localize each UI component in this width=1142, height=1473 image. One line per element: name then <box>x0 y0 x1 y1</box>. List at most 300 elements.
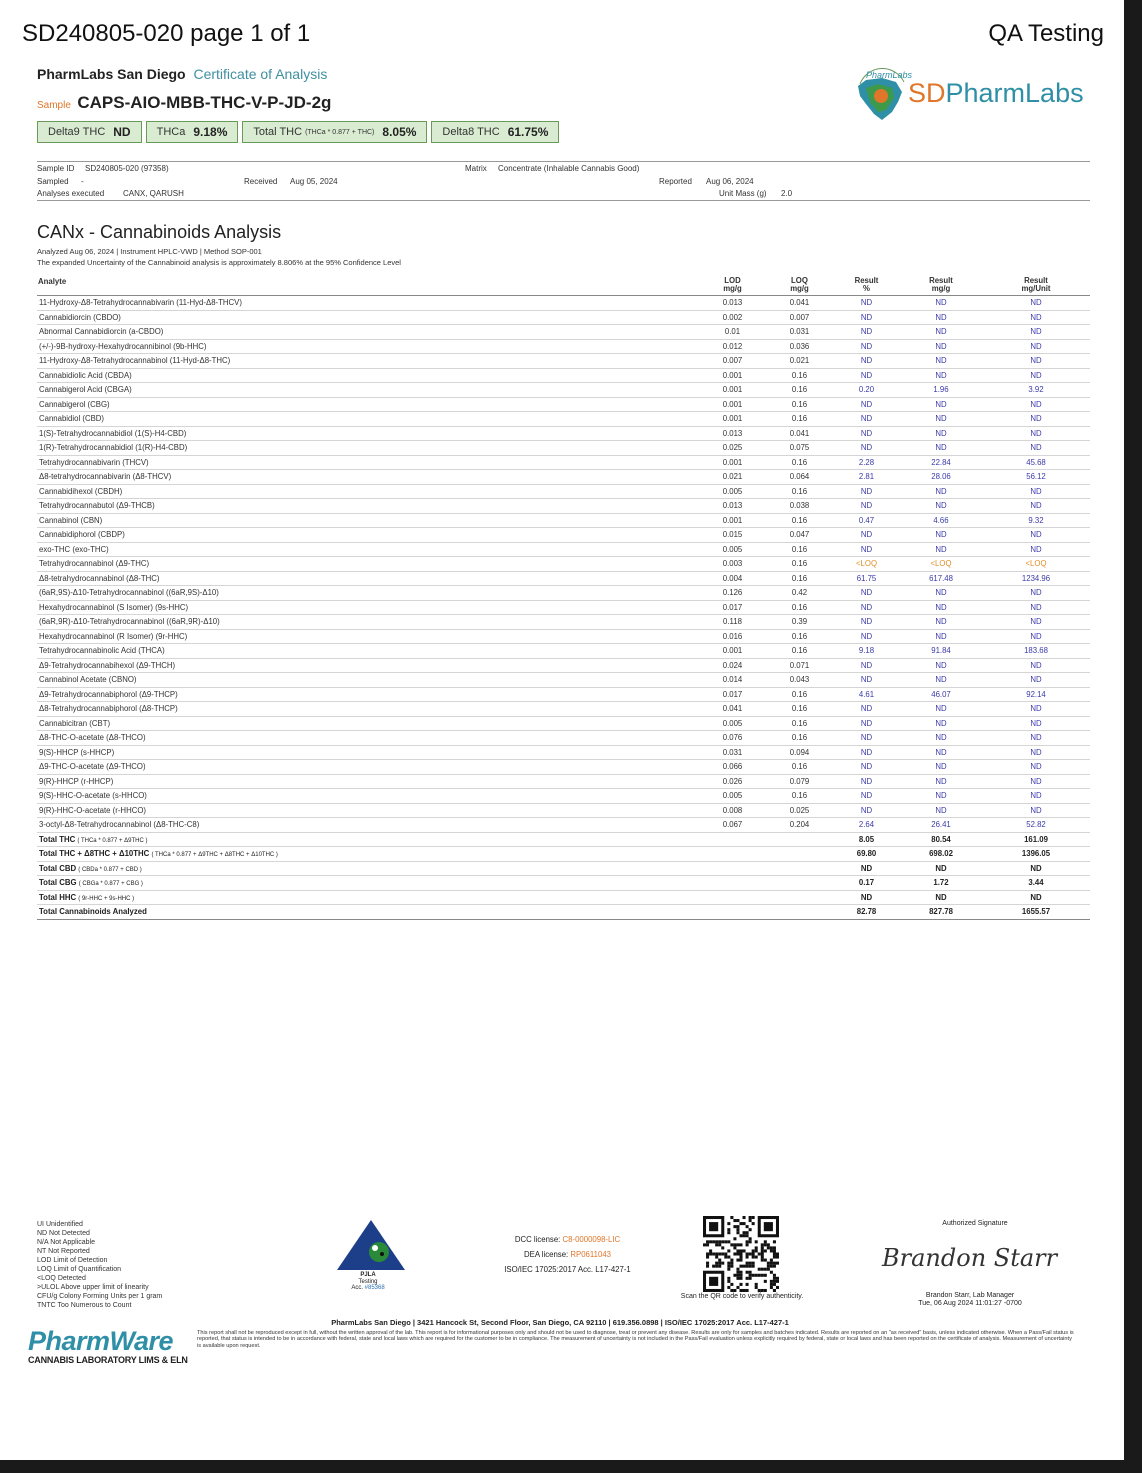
sample-line <box>37 93 331 113</box>
table-cell: ND <box>833 702 900 717</box>
table-cell: ND <box>900 368 982 383</box>
table-cell: 0.16 <box>766 716 833 731</box>
table-row <box>37 629 1090 644</box>
table-cell <box>699 832 766 847</box>
analyte-name: Cannabidihexol (CBDH) <box>37 484 699 499</box>
table-cell: ND <box>833 325 900 340</box>
analyte-name: 9(R)-HHC-O-acetate (r-HHCO) <box>37 803 699 818</box>
dea-license <box>480 1247 655 1262</box>
total-name-cell <box>37 876 699 891</box>
table-cell: ND <box>833 731 900 746</box>
table-row <box>37 542 1090 557</box>
table-row <box>37 397 1090 412</box>
table-cell: ND <box>982 339 1090 354</box>
table-row <box>37 513 1090 528</box>
table-cell: 2.28 <box>833 455 900 470</box>
table-cell: ND <box>833 542 900 557</box>
table-cell: 1.72 <box>900 876 982 891</box>
analyte-name: exo-THC (exo-THC) <box>37 542 699 557</box>
table-cell: 0.017 <box>699 600 766 615</box>
analyses-label: Analyses executed <box>37 189 105 198</box>
table-cell: ND <box>833 658 900 673</box>
table-cell: ND <box>833 745 900 760</box>
analyte-name: 3-octyl-Δ8-Tetrahydrocannabinol (Δ8-THC-C8) <box>37 818 699 833</box>
total-name-cell <box>37 890 699 905</box>
analyte-name: Cannabicitran (CBT) <box>37 716 699 731</box>
signature-title: Authorized Signature <box>942 1220 1008 1227</box>
analyte-name: 11-Hydroxy-Δ8-Tetrahydrocannabinol (11-Hyd-Δ8-THC) <box>37 354 699 369</box>
table-cell: 9.32 <box>982 513 1090 528</box>
table-row <box>37 586 1090 601</box>
table-cell: <LOQ <box>833 557 900 572</box>
sampled-value: - <box>81 177 84 186</box>
total-row <box>37 905 1090 920</box>
table-row <box>37 339 1090 354</box>
table-cell: ND <box>900 745 982 760</box>
analyte-name: 11-Hydroxy-Δ8-Tetrahydrocannabivarin (11-Hyd-Δ8-THCV) <box>37 296 699 311</box>
analyte-name: Δ8-tetrahydrocannabivarin (Δ8-THCV) <box>37 470 699 485</box>
badge-value: 61.75% <box>507 125 549 139</box>
table-cell: ND <box>900 310 982 325</box>
total-row <box>37 861 1090 876</box>
table-cell: 0.015 <box>699 528 766 543</box>
dcc-label: DCC license: <box>514 1235 561 1244</box>
table-cell: 0.16 <box>766 731 833 746</box>
col-result-unit: Result mg/Unit <box>982 270 1090 296</box>
lab-name: PharmLabs San Diego <box>37 66 186 82</box>
table-cell: 1.96 <box>900 383 982 398</box>
table-row <box>37 484 1090 499</box>
table-cell: ND <box>982 354 1090 369</box>
table-cell: 0.16 <box>766 383 833 398</box>
pjla-acc-label: Acc. <box>351 1285 363 1291</box>
table-cell: 0.012 <box>699 339 766 354</box>
table-cell: 0.001 <box>699 644 766 659</box>
table-cell <box>766 832 833 847</box>
table-row <box>37 470 1090 485</box>
analyte-name: Cannabinol (CBN) <box>37 513 699 528</box>
total-name: Total THC <box>39 834 76 844</box>
signer-time: Tue, 06 Aug 2024 11:01:27 -0700 <box>918 1300 1022 1307</box>
sample-id-label: Sample ID <box>37 164 75 173</box>
table-row <box>37 658 1090 673</box>
table-cell: ND <box>900 731 982 746</box>
analyte-name: 1(S)-Tetrahydrocannabidiol (1(S)-H4-CBD) <box>37 426 699 441</box>
table-cell: 0.036 <box>766 339 833 354</box>
table-cell: ND <box>982 890 1090 905</box>
table-cell: 0.20 <box>833 383 900 398</box>
total-formula: ( THCa * 0.877 + Δ9THC + Δ8THC + Δ10THC ) <box>151 852 278 859</box>
table-cell: 0.007 <box>699 354 766 369</box>
document-id-page: SD240805-020 page 1 of 1 <box>22 20 311 47</box>
table-cell: 69.80 <box>833 847 900 862</box>
analyte-name: Tetrahydrocannabutol (Δ9-THCB) <box>37 499 699 514</box>
table-cell: 0.025 <box>699 441 766 456</box>
table-cell: ND <box>900 702 982 717</box>
table-cell: ND <box>982 368 1090 383</box>
footer-address: PharmLabs San Diego | 3421 Hancock St, Second Floor, San Diego, CA 92110 | 619.356.0898 | ISO/IEC 17025:2017 Acc. L17-427-1 <box>331 1318 789 1327</box>
table-cell: 0.094 <box>766 745 833 760</box>
table-cell: ND <box>833 499 900 514</box>
table-cell: ND <box>833 339 900 354</box>
table-cell: 0.39 <box>766 615 833 630</box>
table-cell: 22.84 <box>900 455 982 470</box>
table-cell: ND <box>900 803 982 818</box>
table-cell: 0.16 <box>766 687 833 702</box>
analyte-name: Cannabigerol Acid (CBGA) <box>37 383 699 398</box>
table-cell: 0.076 <box>699 731 766 746</box>
badge-label: Total THC <box>253 126 303 138</box>
table-cell: ND <box>900 615 982 630</box>
table-cell <box>766 890 833 905</box>
table-cell: ND <box>900 789 982 804</box>
table-cell: ND <box>900 354 982 369</box>
sampled-label: Sampled <box>37 177 69 186</box>
table-cell: ND <box>900 716 982 731</box>
section-uncertainty: The expanded Uncertainty of the Cannabinoid analysis is approximately 8.806% at the 95% Confidence Level <box>37 258 401 267</box>
dea-label: DEA license: <box>524 1250 569 1259</box>
analyte-name: Δ8-Tetrahydrocannabiphorol (Δ8-THCP) <box>37 702 699 717</box>
table-row <box>37 774 1090 789</box>
table-cell: 46.07 <box>900 687 982 702</box>
total-row <box>37 876 1090 891</box>
table-cell: 2.81 <box>833 470 900 485</box>
table-cell: 8.05 <box>833 832 900 847</box>
pjla-triangle-icon <box>337 1220 405 1270</box>
table-cell: 0.204 <box>766 818 833 833</box>
table-row <box>37 325 1090 340</box>
table-cell: ND <box>982 600 1090 615</box>
legend-item: LOQ Limit of Quantification <box>37 1266 122 1273</box>
badge-value: ND <box>113 125 131 139</box>
table-cell: ND <box>833 441 900 456</box>
table-cell: ND <box>982 774 1090 789</box>
reported-value: Aug 06, 2024 <box>706 177 754 186</box>
table-row <box>37 310 1090 325</box>
table-cell: 82.78 <box>833 905 900 920</box>
table-cell: ND <box>833 296 900 311</box>
table-cell: ND <box>900 658 982 673</box>
analyte-name: Cannabidiol (CBD) <box>37 412 699 427</box>
table-cell: 0.005 <box>699 789 766 804</box>
table-cell: 0.42 <box>766 586 833 601</box>
table-cell: 0.005 <box>699 542 766 557</box>
table-cell: ND <box>833 760 900 775</box>
signature-script: Brandon Starr <box>882 1244 1058 1272</box>
sample-info-block <box>37 161 1090 201</box>
table-cell: 0.16 <box>766 571 833 586</box>
qr-code-icon[interactable] <box>703 1216 779 1292</box>
table-cell: ND <box>833 629 900 644</box>
table-cell: ND <box>833 615 900 630</box>
table-cell: ND <box>982 673 1090 688</box>
table-cell: 0.071 <box>766 658 833 673</box>
table-cell: 45.68 <box>982 455 1090 470</box>
table-cell: 0.16 <box>766 557 833 572</box>
section-title: CANx - Cannabinoids Analysis <box>37 222 282 242</box>
unit-mass-value: 2.0 <box>781 189 793 198</box>
table-cell: 0.16 <box>766 513 833 528</box>
badge-label: Delta8 THC <box>442 126 500 138</box>
table-row <box>37 644 1090 659</box>
table-cell <box>766 847 833 862</box>
table-cell: 0.014 <box>699 673 766 688</box>
sample-id-value: SD240805-020 (97358) <box>85 164 169 173</box>
table-cell: 0.16 <box>766 368 833 383</box>
analyte-name: 9(R)-HHCP (r-HHCP) <box>37 774 699 789</box>
badge-total-thc <box>242 121 427 143</box>
table-cell: ND <box>982 861 1090 876</box>
table-cell: 0.041 <box>766 296 833 311</box>
logo-pharmlabs: PharmLabs <box>945 78 1084 108</box>
table-cell: ND <box>833 861 900 876</box>
total-name-cell <box>37 832 699 847</box>
table-cell: 0.16 <box>766 702 833 717</box>
doc-type: Certificate of Analysis <box>193 66 328 82</box>
table-cell <box>699 876 766 891</box>
table-cell: 0.16 <box>766 629 833 644</box>
table-cell: 0.002 <box>699 310 766 325</box>
table-cell: ND <box>900 426 982 441</box>
table-cell: 0.021 <box>766 354 833 369</box>
table-cell: ND <box>982 484 1090 499</box>
analyte-name: (6aR,9R)-Δ10-Tetrahydrocannabinol ((6aR,9R)-Δ10) <box>37 615 699 630</box>
table-row <box>37 571 1090 586</box>
table-cell: ND <box>982 702 1090 717</box>
qa-testing-label: QA Testing <box>988 20 1104 47</box>
analyte-name: (+/-)-9B-hydroxy-Hexahydrocannibinol (9b-HHC) <box>37 339 699 354</box>
table-cell: ND <box>900 542 982 557</box>
received-label: Received <box>244 177 278 186</box>
legend-item: LOD Limit of Detection <box>37 1257 108 1264</box>
signer-block <box>895 1292 1045 1308</box>
table-cell: 0.075 <box>766 441 833 456</box>
total-formula: ( 9r-HHC + 9s-HHC ) <box>78 895 135 902</box>
table-cell: 26.41 <box>900 818 982 833</box>
table-cell: ND <box>900 325 982 340</box>
table-cell: 56.12 <box>982 470 1090 485</box>
pjla-acc-no: #85368 <box>364 1285 385 1291</box>
table-row <box>37 600 1090 615</box>
legend-item: NT Not Reported <box>37 1248 90 1255</box>
pharmware-logo <box>28 1326 188 1365</box>
lab-line <box>37 66 327 82</box>
table-cell: ND <box>833 789 900 804</box>
legend-item: CFU/g Colony Forming Units per 1 gram <box>37 1293 163 1300</box>
table-cell: 2.64 <box>833 818 900 833</box>
table-cell: 0.001 <box>699 513 766 528</box>
logo-sd: SD <box>908 78 946 108</box>
table-cell: 0.013 <box>699 499 766 514</box>
table-cell <box>699 890 766 905</box>
table-cell: ND <box>833 803 900 818</box>
pjla-text <box>347 1272 389 1292</box>
analyte-name: Tetrahydrocannabinolic Acid (THCA) <box>37 644 699 659</box>
badge-value: 9.18% <box>193 125 228 139</box>
table-cell: 0.066 <box>699 760 766 775</box>
table-cell: ND <box>900 441 982 456</box>
unit-mass-label: Unit Mass (g) <box>719 189 767 198</box>
table-row <box>37 296 1090 311</box>
total-formula: ( CBDa * 0.877 + CBD ) <box>78 866 142 873</box>
table-cell: 9.18 <box>833 644 900 659</box>
logo-arc-text: PharmLabs <box>866 70 913 80</box>
table-cell: ND <box>833 368 900 383</box>
table-cell: ND <box>900 397 982 412</box>
table-cell: ND <box>833 600 900 615</box>
total-name: Total Cannabinoids Analyzed <box>39 907 147 917</box>
dea-value: RP0611043 <box>570 1250 611 1259</box>
table-cell: <LOQ <box>982 557 1090 572</box>
table-row <box>37 441 1090 456</box>
table-cell: 0.001 <box>699 368 766 383</box>
table-cell: ND <box>900 760 982 775</box>
table-cell: 0.17 <box>833 876 900 891</box>
table-cell: 0.16 <box>766 789 833 804</box>
table-cell: ND <box>900 629 982 644</box>
col-result-mgg: Result mg/g <box>900 270 982 296</box>
table-cell: ND <box>833 426 900 441</box>
table-cell: ND <box>900 296 982 311</box>
table-row <box>37 615 1090 630</box>
table-cell: 0.005 <box>699 716 766 731</box>
total-name-cell <box>37 905 699 920</box>
table-cell: ND <box>982 760 1090 775</box>
sample-name: CAPS-AIO-MBB-THC-V-P-JD-2g <box>77 93 332 112</box>
table-cell: 0.031 <box>699 745 766 760</box>
table-row <box>37 716 1090 731</box>
table-cell: 4.61 <box>833 687 900 702</box>
table-cell: ND <box>900 484 982 499</box>
table-cell: 0.16 <box>766 484 833 499</box>
table-cell: 0.013 <box>699 296 766 311</box>
table-cell: ND <box>833 673 900 688</box>
pjla-sub: Testing <box>358 1278 378 1285</box>
total-row <box>37 847 1090 862</box>
pharmware-tagline: CANNABIS LABORATORY LIMS & ELN <box>28 1355 188 1365</box>
total-row <box>37 890 1090 905</box>
table-cell: 617.48 <box>900 571 982 586</box>
table-cell: ND <box>900 528 982 543</box>
table-cell: 3.44 <box>982 876 1090 891</box>
table-cell: 0.003 <box>699 557 766 572</box>
summary-badges <box>37 121 559 143</box>
table-cell: 0.021 <box>699 470 766 485</box>
table-cell: 0.001 <box>699 412 766 427</box>
table-cell: 0.001 <box>699 397 766 412</box>
iso-accreditation: ISO/IEC 17025:2017 Acc. L17-427-1 <box>504 1265 631 1274</box>
analyte-name: 1(R)-Tetrahydrocannabidiol (1(R)-H4-CBD) <box>37 441 699 456</box>
analyte-name: Cannabidiolic Acid (CBDA) <box>37 368 699 383</box>
table-cell: 0.01 <box>699 325 766 340</box>
table-cell: 161.09 <box>982 832 1090 847</box>
badge-label: Delta9 THC <box>48 126 106 138</box>
analyte-name: Hexahydrocannabinol (R Isomer) (9r-HHC) <box>37 629 699 644</box>
analyte-name: Cannabidiorcin (CBDO) <box>37 310 699 325</box>
table-cell: ND <box>833 310 900 325</box>
table-row <box>37 687 1090 702</box>
table-row <box>37 557 1090 572</box>
table-row <box>37 455 1090 470</box>
badge-thca <box>146 121 239 143</box>
table-cell: ND <box>982 310 1090 325</box>
received-value: Aug 05, 2024 <box>290 177 338 186</box>
table-cell: ND <box>982 586 1090 601</box>
table-cell: ND <box>833 890 900 905</box>
col-analyte: Analyte <box>37 270 699 296</box>
table-cell: 0.16 <box>766 397 833 412</box>
table-cell: ND <box>833 774 900 789</box>
total-name-cell <box>37 861 699 876</box>
table-cell: ND <box>833 484 900 499</box>
table-body <box>37 296 1090 920</box>
table-row <box>37 789 1090 804</box>
analyte-name: Δ9-Tetrahydrocannabihexol (Δ9-THCH) <box>37 658 699 673</box>
table-cell: 0.007 <box>766 310 833 325</box>
table-cell: 0.013 <box>699 426 766 441</box>
table-cell: 0.038 <box>766 499 833 514</box>
legend-item: TNTC Too Numerous to Count <box>37 1302 132 1309</box>
table-cell <box>699 861 766 876</box>
table-cell: 0.47 <box>833 513 900 528</box>
table-row <box>37 673 1090 688</box>
analyte-name: (6aR,9S)-Δ10-Tetrahydrocannabinol ((6aR,9S)-Δ10) <box>37 586 699 601</box>
pharmware-wordmark: PharmWare <box>28 1326 174 1356</box>
table-cell: 0.005 <box>699 484 766 499</box>
dcc-value: C8-0000098-LIC <box>562 1235 621 1244</box>
analyte-name: Hexahydrocannabinol (S Isomer) (9s-HHC) <box>37 600 699 615</box>
table-row <box>37 731 1090 746</box>
table-cell: ND <box>982 789 1090 804</box>
legend-item: N/A Not Applicable <box>37 1239 95 1246</box>
table-row <box>37 818 1090 833</box>
total-formula: ( CBGa * 0.877 + CBG ) <box>78 881 143 888</box>
table-cell: ND <box>982 528 1090 543</box>
total-row <box>37 832 1090 847</box>
table-row <box>37 368 1090 383</box>
table-row <box>37 426 1090 441</box>
table-cell: ND <box>833 716 900 731</box>
table-cell: 28.06 <box>900 470 982 485</box>
table-cell: ND <box>900 673 982 688</box>
table-cell: 80.54 <box>900 832 982 847</box>
badge-label: THCa <box>156 126 186 138</box>
table-cell: 91.84 <box>900 644 982 659</box>
table-cell: ND <box>900 890 982 905</box>
table-cell: ND <box>982 441 1090 456</box>
table-cell: ND <box>833 528 900 543</box>
table-cell: ND <box>900 861 982 876</box>
legend-item: >ULOL Above upper limit of linearity <box>37 1284 149 1291</box>
analyte-name: Δ9-Tetrahydrocannabiphorol (Δ9-THCP) <box>37 687 699 702</box>
section-meta: Analyzed Aug 06, 2024 | Instrument HPLC-VWD | Method SOP-001 <box>37 247 262 256</box>
analyte-name: Δ8-tetrahydrocannabinol (Δ8-THC) <box>37 571 699 586</box>
table-cell: 0.024 <box>699 658 766 673</box>
analyte-name: 9(S)-HHCP (s-HHCP) <box>37 745 699 760</box>
table-cell: ND <box>982 412 1090 427</box>
reported-label: Reported <box>659 177 692 186</box>
table-cell: 1655.57 <box>982 905 1090 920</box>
table-cell: 3.92 <box>982 383 1090 398</box>
table-cell: 0.064 <box>766 470 833 485</box>
table-cell: 0.017 <box>699 687 766 702</box>
table-cell: ND <box>833 412 900 427</box>
table-cell: 52.82 <box>982 818 1090 833</box>
table-cell: ND <box>900 586 982 601</box>
total-name: Total CBD <box>39 863 77 873</box>
table-cell: 0.118 <box>699 615 766 630</box>
pjla-logo <box>335 1218 407 1280</box>
